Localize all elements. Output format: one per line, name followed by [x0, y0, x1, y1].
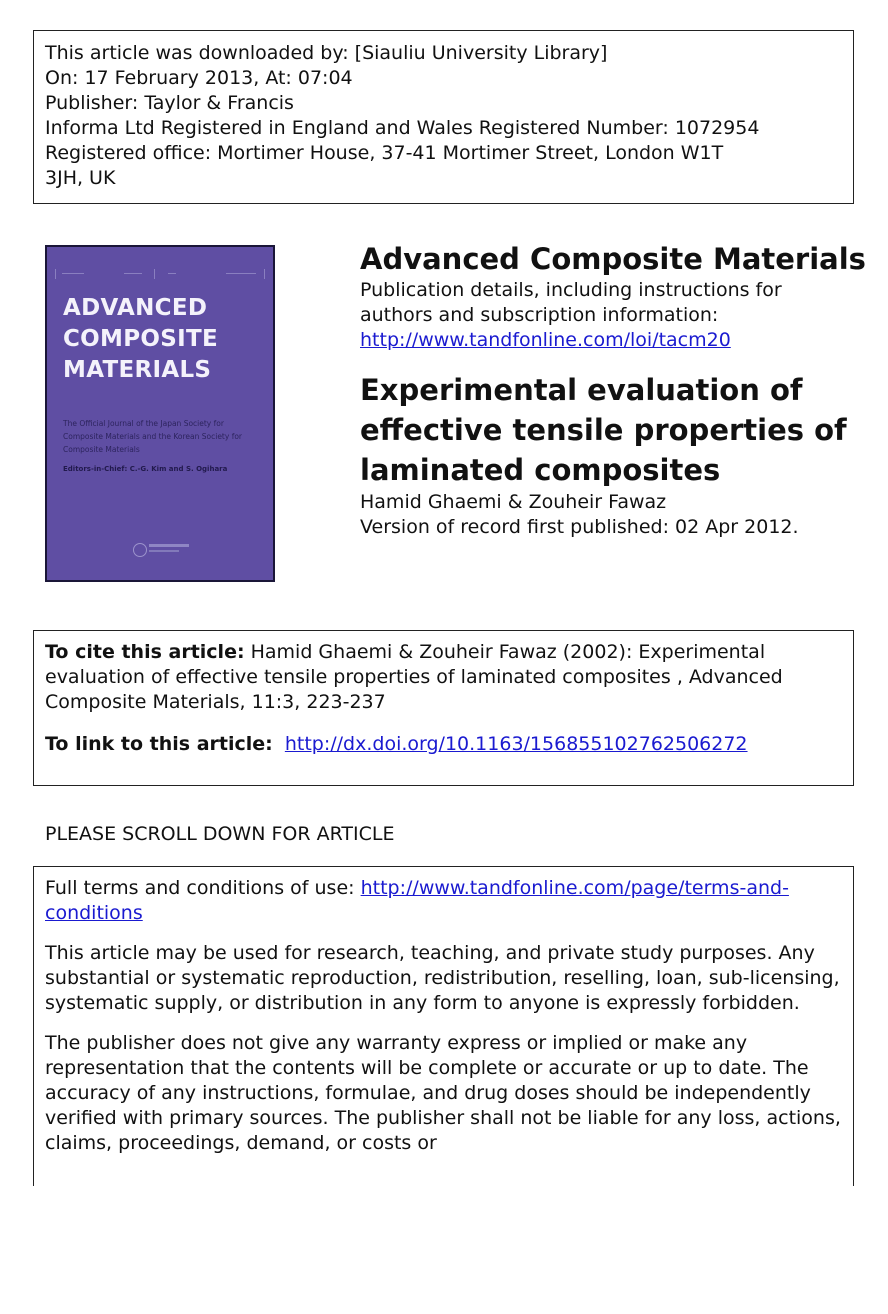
- cover-subtitle: The Official Journal of the Japan Society for Composite Materials and the Korean Society for Composite Materials: [63, 419, 243, 454]
- download-info-line: This article was downloaded by: [Siauliu University Library]: [45, 42, 608, 64]
- registered-office-line: Registered office: Mortimer House, 37-41 Mortimer Street, London W1T: [45, 142, 724, 164]
- publisher-logo-icon: [133, 543, 147, 557]
- scroll-down-notice: PLEASE SCROLL DOWN FOR ARTICLE: [45, 823, 395, 845]
- article-title: Experimental evaluation of effective tensile properties of laminated composites: [360, 373, 847, 487]
- citation-box: [33, 630, 854, 786]
- article-link-row: [45, 732, 842, 757]
- terms-paragraph-2: The publisher does not give any warranty express or implied or make any representation that the contents will be complete or accurate or up to date. The accuracy of any instructions, formulae, and drug doses should be independently verified with primary sources. The publisher shall not be liable for any loss, actions, claims, proceedings, demand, or costs or: [45, 1032, 841, 1154]
- citation-text: [45, 640, 842, 715]
- article-authors: Hamid Ghaemi & Zouheir Fawaz: [360, 491, 667, 513]
- journal-description: Publication details, including instructions for authors and subscription information:: [360, 279, 782, 326]
- link-label: To link to this article:: [45, 733, 273, 755]
- publisher-logo-text: [149, 544, 189, 547]
- registered-office-line-2: 3JH, UK: [45, 167, 116, 189]
- cover-editors: Editors-in-Chief: C.-G. Kim and S. Ogihara: [63, 465, 228, 473]
- publisher-line: Publisher: Taylor & Francis: [45, 92, 294, 114]
- full-terms-row: [45, 876, 842, 926]
- download-info-box: [33, 30, 854, 204]
- cite-reference: Hamid Ghaemi & Zouheir Fawaz (2002): Experimental evaluation of effective tensile properties of laminated composites , Advanced Composite Materials, 11:3, 223-237: [45, 641, 783, 713]
- journal-info: [360, 240, 866, 353]
- journal-url-link[interactable]: http://www.tandfonline.com/loi/tacm20: [360, 329, 731, 351]
- article-published-date: Version of record first published: 02 Apr 2012.: [360, 516, 799, 538]
- cite-label: To cite this article:: [45, 641, 245, 663]
- cover-title: ADVANCED COMPOSITE MATERIALS: [63, 295, 218, 383]
- download-date-line: On: 17 February 2013, At: 07:04: [45, 67, 353, 89]
- terms-box: [33, 866, 854, 1186]
- terms-link[interactable]: http://www.tandfonline.com/page/terms-and-conditions: [45, 877, 789, 924]
- article-info: [360, 370, 850, 540]
- terms-paragraph-1: This article may be used for research, teaching, and private study purposes. Any substantial or systematic reproduction, redistribution, reselling, loan, sub-licensing, systematic supply, or distribution in any form to anyone is expressly forbidden.: [45, 942, 840, 1014]
- doi-link[interactable]: http://dx.doi.org/10.1163/156855102762506272: [284, 733, 748, 755]
- full-terms-label: Full terms and conditions of use:: [45, 877, 355, 899]
- registration-line: Informa Ltd Registered in England and Wales Registered Number: 1072954: [45, 117, 760, 139]
- journal-title: Advanced Composite Materials: [360, 242, 866, 276]
- cover-header-rule: [55, 269, 265, 279]
- journal-cover-image: [45, 245, 275, 582]
